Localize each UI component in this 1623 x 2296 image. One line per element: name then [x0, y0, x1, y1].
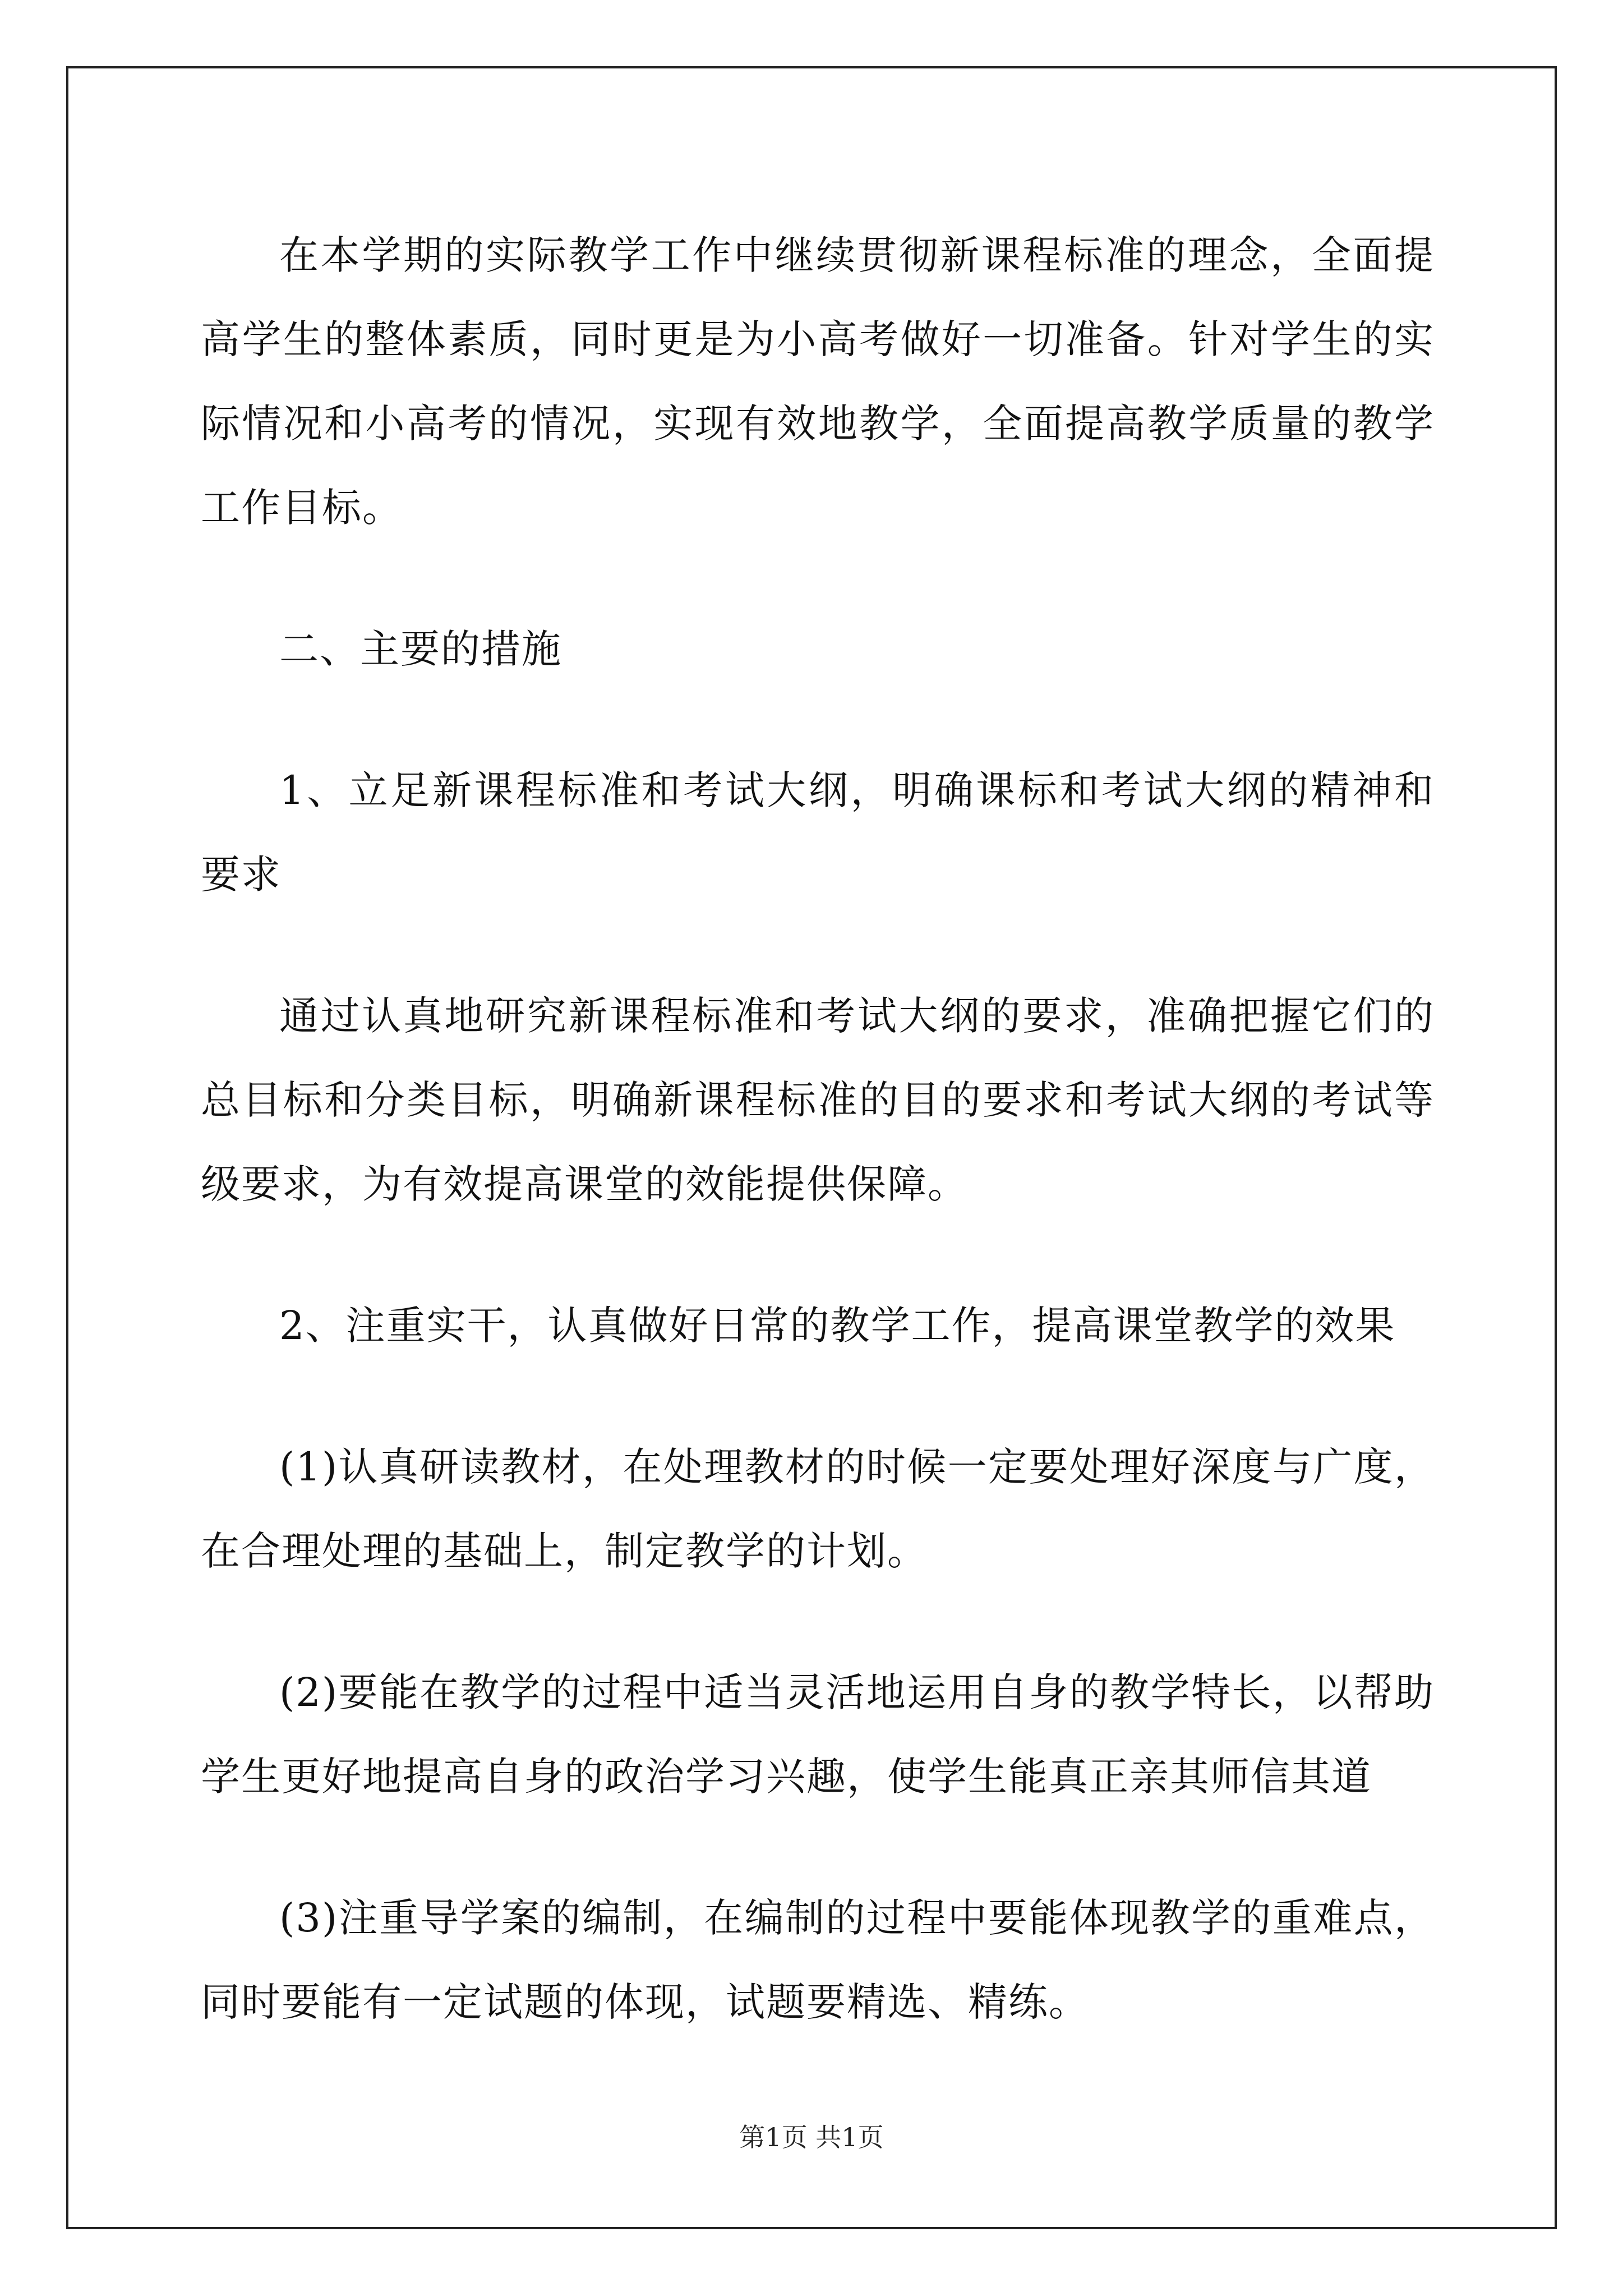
- heading-measure-1: 1、立足新课程标准和考试大纲，明确课标和考试大纲的精神和要求: [201, 767, 1435, 898]
- heading-measure-2: 2、注重实干，认真做好日常的教学工作，提高课堂教学的效果: [279, 1303, 1396, 1349]
- list-item-3: (3)注重导学案的编制，在编制的过程中要能体现教学的重难点，同时要能有一定试题的体现，试题要精选、精练。: [201, 1895, 1435, 2025]
- document-body: [201, 213, 1435, 2101]
- heading-main-measures: 二、主要的措施: [279, 626, 562, 672]
- paragraph-measure-1-detail: 通过认真地研究新课程标准和考试大纲的要求，准确把握它们的总目标和分类目标，明确新课程标准的目的要求和考试大纲的考试等级要求，为有效提高课堂的效能提供保障。: [201, 993, 1435, 1207]
- page-footer: 第1页 共1页: [739, 2122, 884, 2152]
- paragraph-intro: 在本学期的实际教学工作中继续贯彻新课程标准的理念，全面提高学生的整体素质，同时更是为小高考做好一切准备。针对学生的实际情况和小高考的情况，实现有效地教学，全面提高教学质量的教学工作目标。: [201, 232, 1435, 531]
- list-item-1: (1)认真研读教材，在处理教材的时候一定要处理好深度与广度，在合理处理的基础上，制定教学的计划。: [201, 1444, 1435, 1574]
- list-item-2: (2)要能在教学的过程中适当灵活地运用自身的教学特长，以帮助学生更好地提高自身的政治学习兴趣，使学生能真正亲其师信其道: [201, 1669, 1435, 1800]
